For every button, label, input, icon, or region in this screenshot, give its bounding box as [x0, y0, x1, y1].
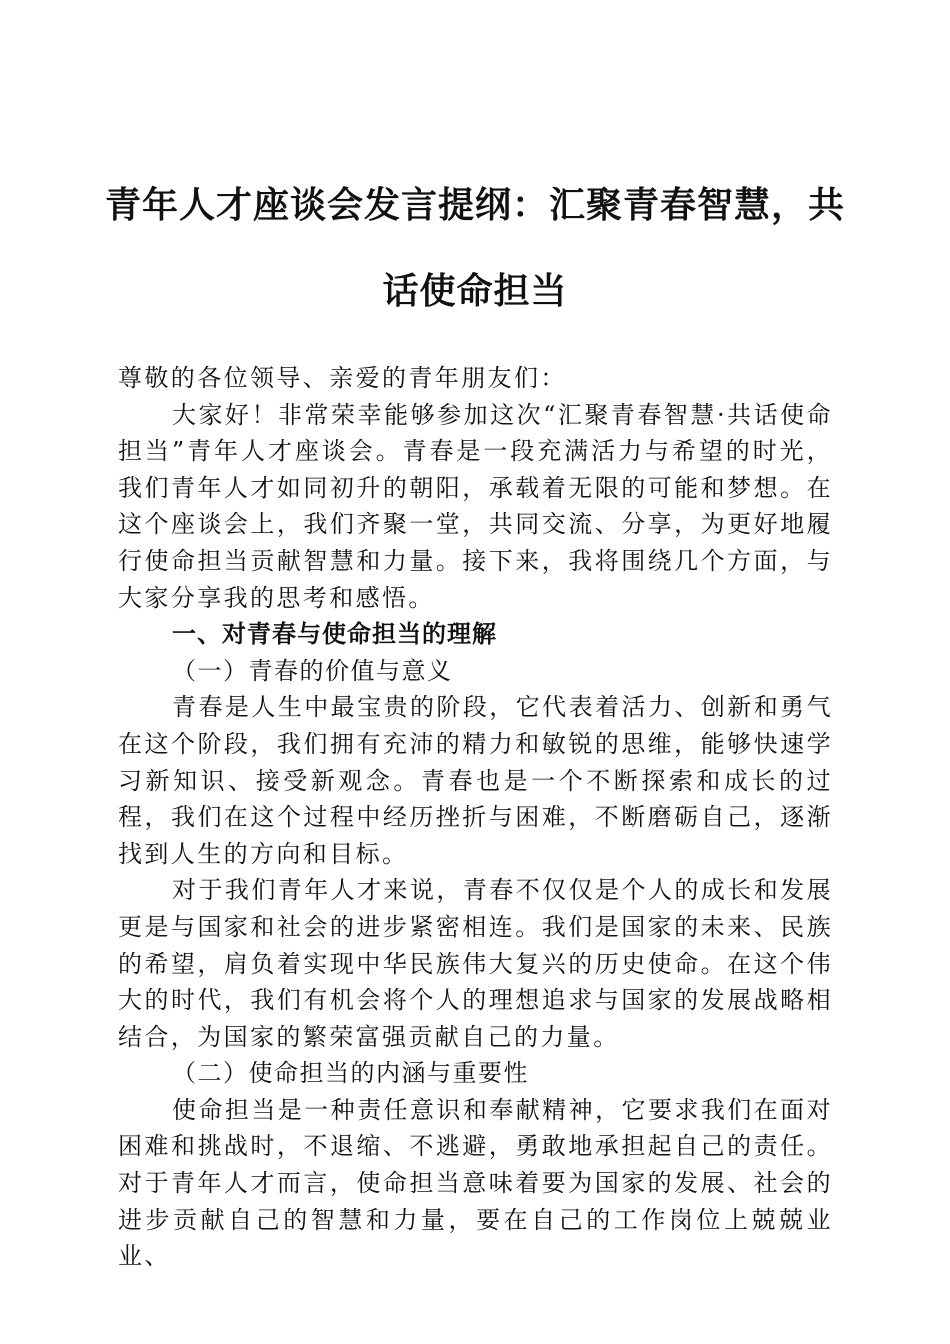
section-heading-1: 一、对青春与使命担当的理解 [172, 620, 497, 649]
paragraph-youth-value: 青春是人生中最宝贵的阶段，它代表着活力、创新和勇气在这个阶段，我们拥有充沛的精力和敏锐的思维，能够快速学习新知识、接受新观念。青春也是一个不断探索和成长的过程，我们在这个过程中经历挫折与困难，不断磨砺自己，逐渐找到人生的方向和目标。 [118, 693, 833, 868]
paragraph-mission: 使命担当是一种责任意识和奉献精神，它要求我们在面对困难和挑战时，不退缩、不逃避，勇敢地承担起自己的责任。对于青年人才而言，使命担当意味着要为国家的发展、社会的进步贡献自己的智慧和力量，要在自己的工作岗位上兢兢业业、 [118, 1095, 833, 1271]
paragraph-youth-nation: 对于我们青年人才来说，青春不仅仅是个人的成长和发展更是与国家和社会的进步紧密相连。我们是国家的未来、民族的希望，肩负着实现中华民族伟大复兴的历史使命。在这个伟大的时代，我们有机会将个人的理想追求与国家的发展战略相结合，为国家的繁荣富强贡献自己的力量。 [118, 876, 833, 1051]
document-body [118, 360, 833, 1275]
title-line-2: 话使命担当 [382, 271, 568, 312]
subsection-heading-1: （一）青春的价值与意义 [172, 656, 453, 685]
document-title [100, 163, 850, 335]
intro-paragraph: 大家好！非常荣幸能够参加这次“汇聚青春智慧·共话使命担当”青年人才座谈会。青春是一段充满活力与希望的时光，我们青年人才如同初升的朝阳，承载着无限的可能和梦想。在这个座谈会上，我们齐聚一堂，共同交流、分享，为更好地履行使命担当贡献智慧和力量。接下来，我将围绕几个方面，与大家分享我的思考和感悟。 [118, 400, 833, 612]
subsection-heading-2: （二）使命担当的内涵与重要性 [172, 1059, 529, 1088]
title-line-1: 青年人才座谈会发言提纲：汇聚青春智慧，共 [104, 185, 845, 226]
salutation: 尊敬的各位领导、亲爱的青年朋友们： [118, 364, 567, 392]
